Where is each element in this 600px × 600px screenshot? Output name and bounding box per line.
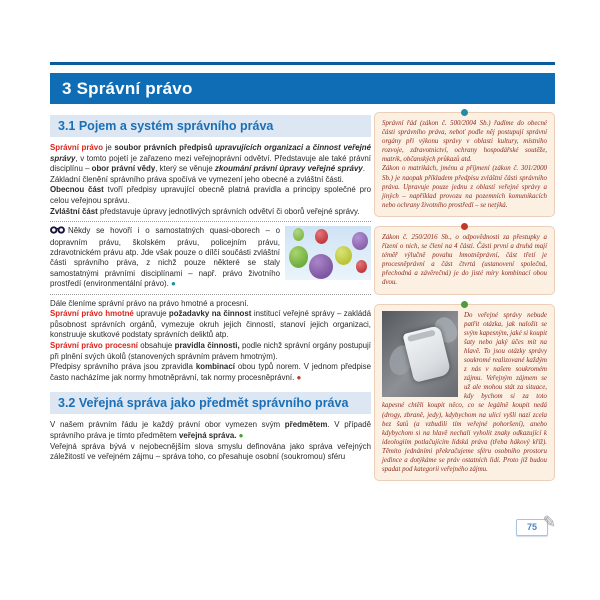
sidebar-box2-paragraph: Zákon č. 250/2016 Sb., o odpovědnosti za přestupky a řízení o nich, se člení na 4 části. Části první a druhá mají téměř výlučně povahu hmotněprávní, část třetí je procesněprávní a část čtvrtá (ustanovení společná, přechodná a závěrečná) je do jisté míry kombinací obou dvou.	[382, 233, 547, 287]
chapter-title: 3 Správní právo	[62, 78, 193, 98]
sidebar-box1-paragraph-1: Správní řád (zákon č. 500/2004 Sb.) řadíme do obecné části správního práva, neboť podle něj postupují správní orgány při výkonu správy v oblasti kultury, místního rozvoje, zdravotnictví, ochrany hospodářské soutěže, matrik, občanských průkazů atd.	[382, 120, 547, 164]
note-block	[50, 221, 371, 294]
sidebar-box1-paragraph-2: Zákon o matrikách, jménu a příjmení (zákon č. 301/2000 Sb.) je naopak příkladem předpisu zvláštní části správního práva. Upravuje pouze jednu z oblastí veřejné správy a jiných – například provozu na pozemních komunikacích nebo ochrany životního prostředí – se netýká.	[382, 165, 547, 209]
ref-dot-teal-icon	[461, 109, 468, 116]
sidebar-box-misdemeanor-act	[374, 226, 555, 295]
sidebar-box-administrative-code	[374, 112, 555, 217]
combination-paragraph: Předpisy správního práva jsou zpravidla kombinací obou typů norem. V jednom předpise často nacházíme jak normy hmotněprávní, tak normy procesněprávní. ●	[50, 362, 372, 382]
top-divider	[50, 62, 555, 65]
drug-bag-photo	[382, 311, 458, 397]
balloons-illustration	[285, 226, 371, 280]
chapter-banner	[50, 73, 555, 104]
subject-paragraph: V našem právním řádu je každý právní obor vymezen svým předmětem. V případě správního práva je tímto předmětem veřejná správa. ●	[50, 420, 371, 440]
balloon-yellow	[335, 246, 352, 265]
procedural-law-paragraph: Správní právo procesní obsahuje pravidla činnosti, podle nichž správní orgány postupují při plnění svých úkolů (stanovených správním právem hmotným).	[50, 340, 371, 361]
balloon-green	[289, 246, 308, 268]
page-number: 75	[526, 522, 537, 532]
main-column	[50, 115, 371, 463]
sidebar-box-public-interest	[374, 304, 555, 482]
ref-dot-green-icon	[461, 301, 468, 308]
balloon-purple	[309, 254, 333, 279]
special-part-paragraph: Zvláštní část představuje úpravy jednotlivých správních odvětví či oborů veřejné správy.	[50, 206, 360, 216]
classification-paragraph: Základní členění správního práva spočívá ve vymezení jeho obecné a zvláštní části.	[50, 174, 344, 184]
page-number-box	[516, 512, 556, 536]
balloon-red-2	[356, 260, 367, 273]
note-text: Někdy se hovoří i o samostatných quasi-oborech – o dopravním právu, školském právu, policejním právu, zdravotnickém právu atp. Jde však pouze o dílčí součásti zvláštní části správního práva, z nichž pouze některé se staly samostatnými právními disciplínami – např. právo životního prostředí (environmentální právo). ●	[50, 226, 280, 289]
section-heading-3-2: 3.2 Veřejná správa jako předmět správního práva	[50, 392, 371, 414]
section-heading-3-1: 3.1 Pojem a systém správního práva	[50, 115, 371, 137]
intro-paragraph: Správní právo je soubor právních předpisů upravujících organizaci a činnost veřejné správy, v tomto pojetí je zařazeno mezi veřejnoprávní odvětví. Představuje ale také právní disciplínu – obor právní vědy, který se věnuje zkoumání právní úpravy veřejné správy.	[50, 143, 372, 174]
general-part-paragraph: Obecnou část tvoří předpisy upravující obecně platná pravidla a principy společné pro celou veřejnou správu.	[50, 185, 371, 205]
substantive-law-paragraph: Správní právo hmotné upravuje požadavky na činnost institucí veřejné správy – zakládá působnost správních orgánů, vymezuje okruh jejich činností, stanoví jejich organizaci, konstruuje skutkové podstaty správních deliktů atp.	[50, 309, 372, 340]
ref-dot-red-icon	[461, 223, 468, 230]
balloon-red	[315, 229, 328, 244]
balloon-green-2	[293, 228, 304, 241]
public-administration-paragraph: Veřejná správa bývá v nejobecnějším slova smyslu definována jako správa veřejných záležitostí ve veřejném zájmu – správa toho, co přesahuje osobní (soukromou) sféru	[50, 441, 371, 462]
division-paragraph: Dále členíme správní právo na právo hmotné a procesní.	[50, 298, 249, 308]
pencil-icon: ✎	[542, 512, 556, 531]
sidebar-column	[374, 112, 555, 490]
sidebar-box3-paragraph: Do veřejné správy nebude patřit otázka, jak naložit se svým kapesným, jaké si koupit šaty nebo jaký účes mít na hlavě. To jsou otázky správy soukromé realizované každým z nás v našem soukromém zájmu. Veřejným zájmem se už ale mohou stát za situace, kdy bychom si za toto kapesné chtěli koupit něco, co se legálně koupit nedá (drogy, zbraně, jedy), kdybychom na ulici vyšli nazí zcela bez šatů (a vzbudili tím veřejné pohoršení), anebo kdybychom si na hlavě nechali vyholit znaky odkazující k ideologiím potlačujícím lidská práva (třeba hákový kříž). Těmito jednáními překračujeme sféru osobního prostoru jedince a dotýkáme se práv ostatních lidí. Proto již budou spadat pod kategorii veřejného zájmu.	[382, 311, 547, 474]
balloon-purple-2	[352, 232, 368, 250]
glasses-icon	[50, 226, 65, 237]
